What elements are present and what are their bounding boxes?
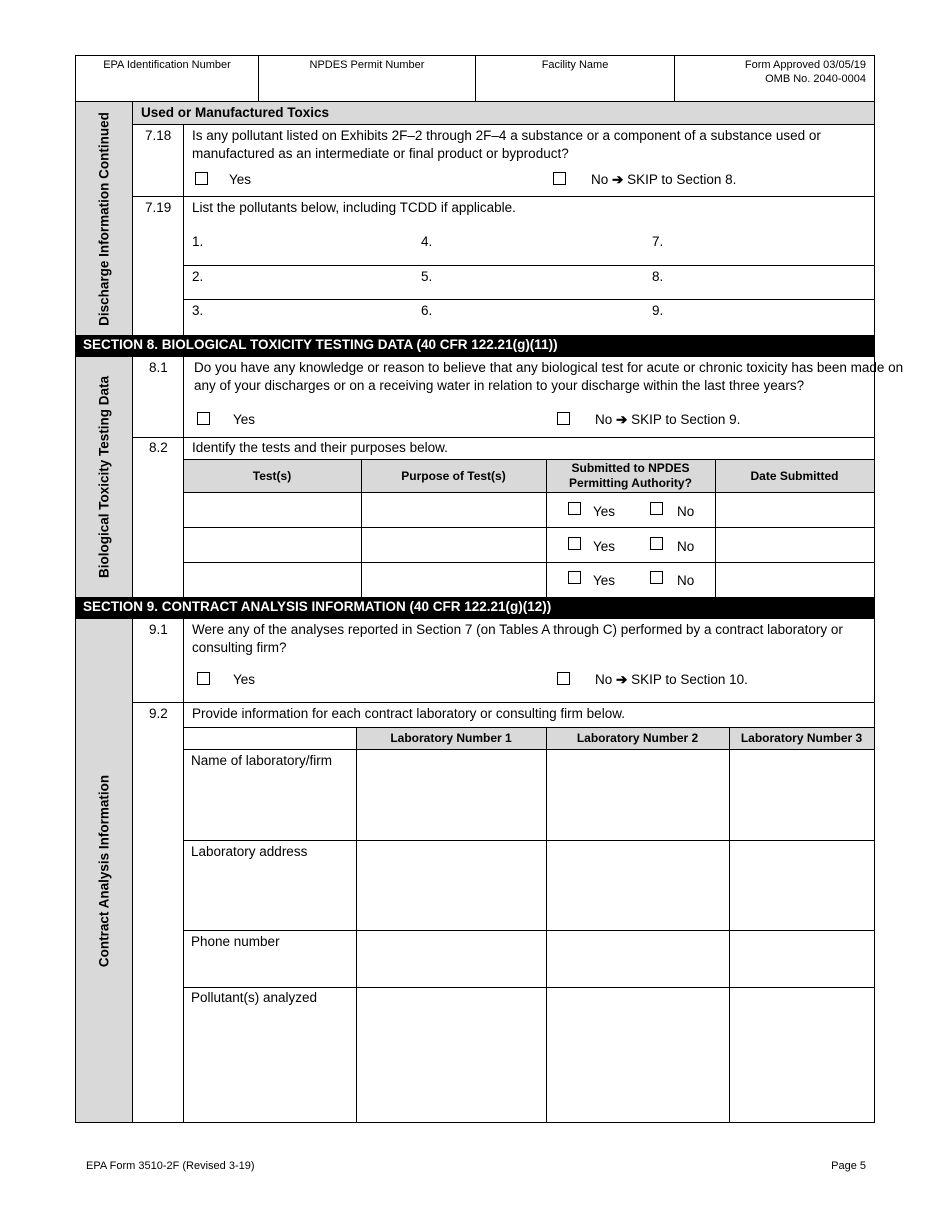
test-row-3-no-checkbox[interactable] xyxy=(650,571,663,584)
pollutant-7[interactable]: 7. xyxy=(652,234,664,249)
used-manufactured-toxics-header: Used or Manufactured Toxics xyxy=(141,105,330,120)
q91-text-line2: consulting firm? xyxy=(192,640,287,655)
q718-no-label: No ➔ SKIP to Section 8. xyxy=(591,172,737,187)
omb-number: OMB No. 2040-0004 xyxy=(765,73,866,85)
lab1-name-cell[interactable] xyxy=(357,750,545,839)
pollutant-6[interactable]: 6. xyxy=(421,303,433,318)
lab3-address-cell[interactable] xyxy=(730,841,873,930)
lab-row-address-label: Laboratory address xyxy=(191,844,308,859)
lab3-pollutants-cell[interactable] xyxy=(730,988,873,1121)
discharge-side-label: Discharge Information Continued xyxy=(75,102,133,335)
footer-form-id: EPA Form 3510-2F (Revised 3-19) xyxy=(86,1160,255,1172)
lab-row-pollutants-label: Pollutant(s) analyzed xyxy=(191,990,318,1005)
test-row-2-yes-checkbox[interactable] xyxy=(568,537,581,550)
q718-no-checkbox[interactable] xyxy=(553,172,566,185)
lab1-pollutants-cell[interactable] xyxy=(357,988,545,1121)
q81-yes-checkbox[interactable] xyxy=(197,412,210,425)
lab2-name-cell[interactable] xyxy=(547,750,728,839)
arrow-right-icon: ➔ xyxy=(612,172,624,187)
epa-id-label: EPA Identification Number xyxy=(103,59,231,71)
footer-page-number: Page 5 xyxy=(831,1160,866,1172)
lab2-address-cell[interactable] xyxy=(547,841,728,930)
form-approved-text: Form Approved 03/05/19 xyxy=(744,59,866,71)
test-row-2-no-checkbox[interactable] xyxy=(650,537,663,550)
pollutant-5[interactable]: 5. xyxy=(421,269,433,284)
test-row-1-test[interactable] xyxy=(184,493,360,526)
q91-number: 9.1 xyxy=(149,622,168,637)
test-row-1-yes-checkbox[interactable] xyxy=(568,502,581,515)
test-row-1-yes-label: Yes xyxy=(593,504,616,519)
q719-text: List the pollutants below, including TCDD if applicable. xyxy=(192,200,516,215)
q718-yes-checkbox[interactable] xyxy=(195,172,208,185)
test-row-2-purpose[interactable] xyxy=(362,528,545,561)
q92-number: 9.2 xyxy=(149,706,168,721)
pollutant-2[interactable]: 2. xyxy=(192,269,204,284)
test-row-3-yes-checkbox[interactable] xyxy=(568,571,581,584)
pollutant-3[interactable]: 3. xyxy=(192,303,204,318)
lab-row-phone-label: Phone number xyxy=(191,934,280,949)
section-9-title: SECTION 9. CONTRACT ANALYSIS INFORMATION (40 CFR 122.21(g)(12)) xyxy=(75,597,875,619)
lab2-pollutants-cell[interactable] xyxy=(547,988,728,1121)
q91-yes-checkbox[interactable] xyxy=(197,672,210,685)
test-row-1-purpose[interactable] xyxy=(362,493,545,526)
q92-text: Provide information for each contract laboratory or consulting firm below. xyxy=(192,706,625,721)
pollutant-9[interactable]: 9. xyxy=(652,303,664,318)
lab3-name-cell[interactable] xyxy=(730,750,873,839)
test-row-1-date[interactable] xyxy=(716,493,874,526)
test-row-2-test[interactable] xyxy=(184,528,360,561)
lab-number-2-header: Laboratory Number 2 xyxy=(576,731,699,745)
pollutant-8[interactable]: 8. xyxy=(652,269,664,284)
npdes-permit-label: NPDES Permit Number xyxy=(309,59,425,71)
test-row-2-yes-label: Yes xyxy=(593,539,616,554)
lab1-address-cell[interactable] xyxy=(357,841,545,930)
test-row-3-purpose[interactable] xyxy=(362,563,545,596)
arrow-right-icon: ➔ xyxy=(616,412,628,427)
col-submitted-line2: Permitting Authority? xyxy=(569,476,692,490)
lab2-phone-cell[interactable] xyxy=(547,931,728,986)
test-row-2-no-label: No xyxy=(677,539,695,554)
test-row-3-yes-label: Yes xyxy=(593,573,616,588)
test-row-1-no-label: No xyxy=(677,504,695,519)
q718-text-line2: manufactured as an intermediate or final product or byproduct? xyxy=(192,146,569,161)
q91-text-line1: Were any of the analyses reported in Section 7 (on Tables A through C) performed by a contract laboratory or xyxy=(192,622,843,637)
lab3-phone-cell[interactable] xyxy=(730,931,873,986)
q81-no-label: No ➔ SKIP to Section 9. xyxy=(595,412,741,427)
lab-number-1-header: Laboratory Number 1 xyxy=(390,731,512,745)
col-purpose: Purpose of Test(s) xyxy=(401,469,506,483)
section-8-title: SECTION 8. BIOLOGICAL TOXICITY TESTING DATA (40 CFR 122.21(g)(11)) xyxy=(75,335,875,357)
q82-number: 8.2 xyxy=(149,440,168,455)
q718-yes-label: Yes xyxy=(229,172,252,187)
lab-number-3-header: Laboratory Number 3 xyxy=(740,731,863,745)
lab-row-name-label: Name of laboratory/firm xyxy=(191,753,333,768)
arrow-right-icon: ➔ xyxy=(616,672,628,687)
q81-number: 8.1 xyxy=(149,360,168,375)
bio-toxicity-side-label: Biological Toxicity Testing Data xyxy=(75,357,133,597)
pollutant-4[interactable]: 4. xyxy=(421,234,433,249)
q91-no-checkbox[interactable] xyxy=(557,672,570,685)
col-date-submitted: Date Submitted xyxy=(750,469,839,483)
test-row-2-date[interactable] xyxy=(716,528,874,561)
q719-number: 7.19 xyxy=(145,200,172,215)
pollutant-1[interactable]: 1. xyxy=(192,234,204,249)
q91-yes-label: Yes xyxy=(233,672,256,687)
test-row-1-no-checkbox[interactable] xyxy=(650,502,663,515)
col-submitted-line1: Submitted to NPDES xyxy=(571,461,690,475)
q82-text: Identify the tests and their purposes below. xyxy=(192,440,448,455)
q91-no-label: No ➔ SKIP to Section 10. xyxy=(595,672,748,687)
facility-name-label: Facility Name xyxy=(541,59,609,71)
lab1-phone-cell[interactable] xyxy=(357,931,545,986)
q81-text-line2: any of your discharges or on a receiving water in relation to your discharge within the last three years? xyxy=(194,378,805,393)
q81-no-checkbox[interactable] xyxy=(557,412,570,425)
q81-yes-label: Yes xyxy=(233,412,256,427)
test-row-3-no-label: No xyxy=(677,573,695,588)
q718-number: 7.18 xyxy=(145,128,172,143)
contract-analysis-side-label: Contract Analysis Information xyxy=(75,619,133,1123)
q81-text-line1: Do you have any knowledge or reason to believe that any biological test for acute or chronic toxicity has been made on xyxy=(194,360,904,375)
test-row-3-test[interactable] xyxy=(184,563,360,596)
col-tests: Test(s) xyxy=(252,469,292,483)
q718-text-line1: Is any pollutant listed on Exhibits 2F–2 through 2F–4 a substance or a component of a substance used or xyxy=(192,128,821,143)
test-row-3-date[interactable] xyxy=(716,563,874,596)
